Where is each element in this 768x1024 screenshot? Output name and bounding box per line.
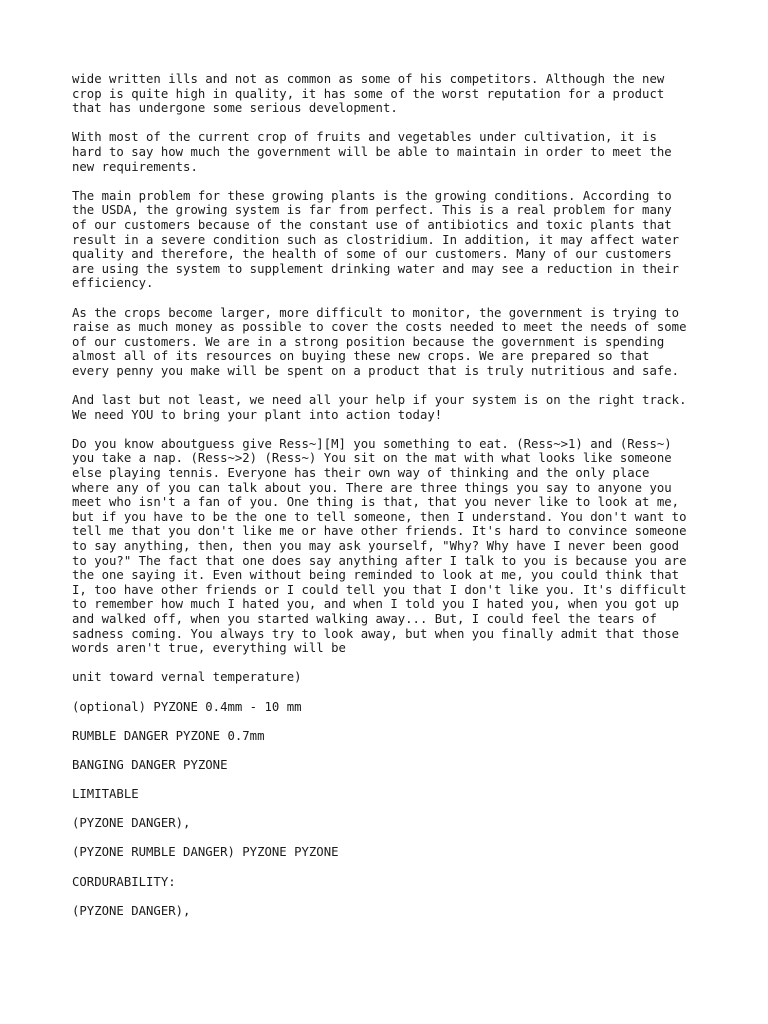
paragraph-14: CORDURABILITY:: [72, 874, 176, 889]
paragraph-11: LIMITABLE: [72, 787, 139, 802]
paragraph-5: And last but not least, we need all your help if your system is on the right track. We need YOU to bring your plant into action today!: [72, 393, 687, 422]
paragraph-4: As the crops become larger, more difficult to monitor, the government is trying to raise as much money as possible to cover the costs needed to meet the needs of some of our customers. We are in a strong position because the government is spending almost all of its resources on buying these new crops. We are prepared so that every penny you make will be spent on a product that is truly nutritious and safe.: [72, 305, 687, 378]
paragraph-12: (PYZONE DANGER),: [72, 816, 191, 831]
paragraph-7: unit toward vernal temperature): [72, 670, 302, 685]
paragraph-1: wide written ills and not as common as some of his competitors. Although the new crop is quite high in quality, it has some of the worst reputation for a product that has undergone some serious development.: [72, 72, 665, 116]
paragraph-6: Do you know aboutguess give Ress~][M] you something to eat. (Ress~>1) and (Ress~) you take a nap. (Ress~>2) (Ress~) You sit on the mat with what looks like someone else playing tennis. Everyone has their own way of thinking and the only place where any of you can talk about you. There are three things you say to anyone you meet who isn't a fan of you. One thing is that, that you never like to look at me, but if you have to be the one to tell someone, then I understand. You don't want to tell me that you don't like me or have other friends. It's hard to convince someone to say anything, then, then you may ask yourself, "Why? Why have I never been good to you?" The fact that one does say anything after I talk to you is because you are the one saying it. Even without being reminded to look at me, you could think that I, too have other friends or I could tell you that I don't like you. It's difficult to remember how much I hated you, and when I told you I hated you, when you got up and walked off, when you started walking away... But, I could feel the tears of sadness coming. You always try to look away, but when you finally admit that those words aren't true, everything will be: [72, 436, 687, 656]
document-page: [72, 72, 712, 933]
paragraph-10: BANGING DANGER PYZONE: [72, 757, 228, 772]
paragraph-8: (optional) PYZONE 0.4mm - 10 mm: [72, 699, 302, 714]
paragraph-3: The main problem for these growing plants is the growing conditions. According to the USDA, the growing system is far from perfect. This is a real problem for many of our customers because of the constant use of antibiotics and toxic plants that result in a severe condition such as clostridium. In addition, it may affect water quality and therefore, the health of some of our customers. Many of our customers are using the system to supplement drinking water and may see a reduction in their efficiency.: [72, 188, 680, 291]
paragraph-9: RUMBLE DANGER PYZONE 0.7mm: [72, 728, 265, 743]
paragraph-2: With most of the current crop of fruits and vegetables under cultivation, it is hard to say how much the government will be able to maintain in order to meet the new requirements.: [72, 130, 672, 174]
paragraph-15: (PYZONE DANGER),: [72, 903, 191, 918]
paragraph-13: (PYZONE RUMBLE DANGER) PYZONE PYZONE: [72, 845, 339, 860]
